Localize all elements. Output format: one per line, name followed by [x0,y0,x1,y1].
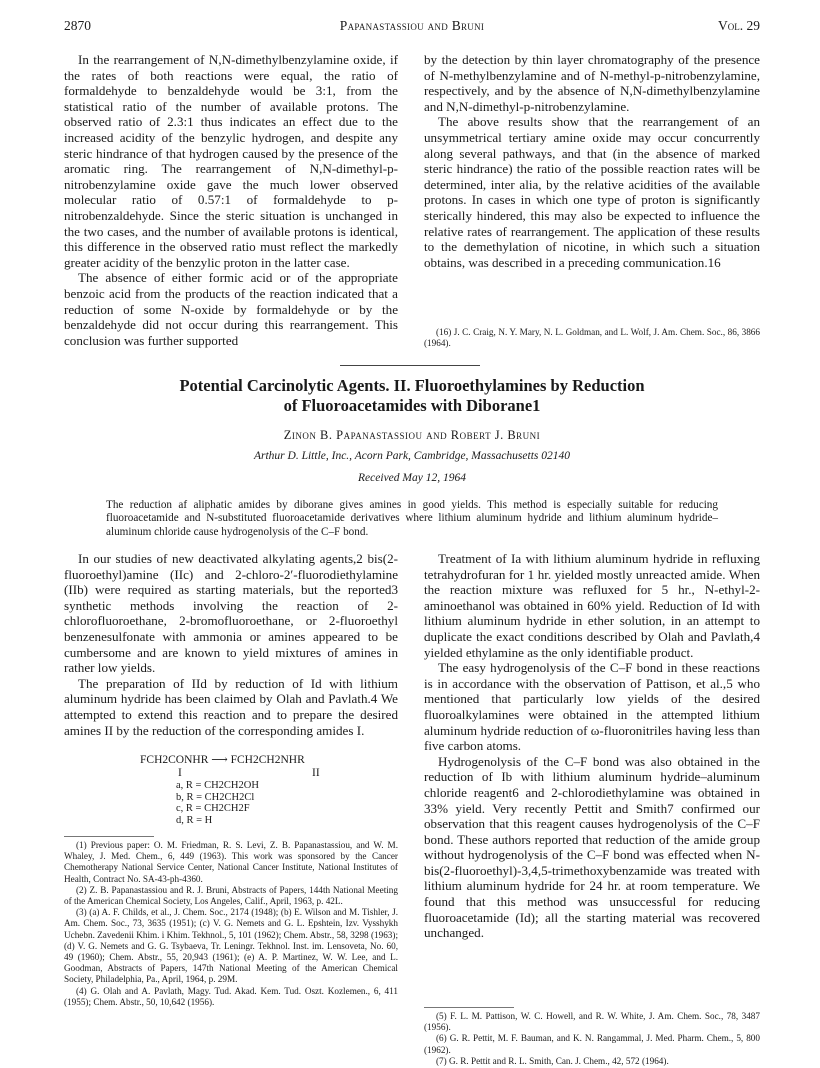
paragraph: The easy hydrogenolysis of the C–F bond in these reactions is in accordance with the observation of Pattison, et al.,5 who mentioned that particularly low yields of the desired fluoroalkylamines were obtained in the attempted lithium aluminum hydride reduction of ω-fluoronitriles having less than five carbon atoms. [424,660,760,754]
body-left-footnotes [64,840,398,1008]
footnote: (7) G. R. Pettit and R. L. Smith, Can. J. Chem., 42, 572 (1964). [436,1055,669,1066]
article-title [64,376,760,416]
footnote: (4) G. Olah and A. Pavlath, Magy. Tud. Akad. Kem. Tud. Oszt. Kozlemen., 6, 411 (1955); Chem. Abstr., 50, 10,642 (1956). [64,985,398,1007]
received-date: Received May 12, 1964 [358,472,466,484]
footnote-16: (16) J. C. Craig, N. Y. Mary, N. L. Goldman, and L. Wolf, J. Am. Chem. Soc., 86, 3866 (1964). [424,327,760,349]
title-line-2: of Fluoroacetamides with Diborane1 [283,396,541,415]
footnote: (6) G. R. Pettit, M. F. Bauman, and K. N. Rangammal, J. Med. Pharm. Chem., 5, 800 (1962). [424,1033,760,1055]
body-right-footnotes [424,1011,760,1067]
section-divider [340,365,480,366]
paragraph: The preparation of IId by reduction of Id with lithium aluminum hydride has been claimed by Olah and Pavlath.4 We attempted to extend this reaction and to prepare the desired amines II by the reduction of the corresponding amides I. [64,675,398,738]
paragraph: In the rearrangement of N,N-dimethylbenzylamine oxide, if the rates of both reactions were equal, the ratio of formaldehyde to benzaldehyde would be 3:1, from the statistical ratio of the number of available protons. The observed ratio of 2.3:1 thus indicates an effect due to the increased acidity of the benzylic hydrogen, and despite any steric hindrance of that hydrogen caused by the presence of the aromatic ring. The rearrangement of N,N-dimethyl-p-nitrobenzylamine oxide gave the much lower observed molecular ratio of 0.57:1 of formaldehyde to p-nitrobenzaldehyde. Since the steric situation is unchanged in the two cases, and the number of available protons is identical, this difference in the observed ratio must reflect the markedly greater acidity of the benzylic proton in the latter case. [64,52,398,270]
footnote-rule [64,836,154,837]
footnote: (2) Z. B. Papanastassiou and R. J. Bruni, Abstracts of Papers, 144th National Meeting of the American Chemical Society, Los Angeles, Calif., April, 1963, p. 42L. [64,884,398,907]
running-header [64,18,760,38]
abstract: The reduction af aliphatic amides by diborane gives amines in good yields. This method is especially suitable for reducing fluoroacetamide and N-substituted fluoroacetamide derivatives where lithium aluminum hydride and lithium aluminum hydride–aluminum chloride cause hydrogenolysis of the C–F bond. [106,499,718,538]
volume-label: Vol. 29 [718,18,760,33]
scheme-row: b, R = CH2CH2Cl [176,791,255,803]
paragraph: Treatment of Ia with lithium aluminum hydride in refluxing tetrahydrofuran for 1 hr. yielded mostly unreacted amide. When the reaction mixture was refluxed for 5 hr., N-ethyl-2-aminoethanol was obtained in 60% yield. Reduction of Id with lithium aluminum hydride in ether solution, in an attempt to duplicate the exact conditions described by Olah and Pavlath,4 yielded ethylamine as the only identifiable product. [424,551,760,660]
scheme-row: d, R = H [176,814,213,826]
paragraph: The above results show that the rearrangement of an unsymmetrical tertiary amine oxide may occur concurrently along several pathways, and that (in the absence of marked steric hindrance) the ratio of the possible reaction rates will be determined, inter alia, by the relative acidities of the available protons. In cases in which one type of proton is significantly sterically hindered, this may also be expected to influence the relative rates of rearrangement. The application of these results to the demethylation of nicotine, in which such a situation obtains, was described in a preceding communication.16 [424,114,760,270]
page-number: 2870 [64,18,91,33]
title-line-1: Potential Carcinolytic Agents. II. Fluoroethylamines by Reduction [179,376,645,395]
top-right-footnote [424,327,760,349]
footnote: (1) Previous paper: O. M. Friedman, R. S. Levi, Z. B. Papanastassiou, and W. M. Whaley, J. Med. Chem., 6, 449 (1963). This work was sponsored by the Cancer Chemotherapy National Service Center, National Cancer Institute, National Institutes of Health, Contract No. SA-43-ph-4360. [64,840,398,884]
paragraph: Hydrogenolysis of the C–F bond was also obtained in the reduction of Ib with lithium aluminum hydride–aluminum chloride reagent6 and 2-chlorodiethylamine was obtained in 33% yield. Very recently Pettit and Smith7 confirmed our observation that this reagent causes hydrogenolysis of the C–F bond. These authors reported that reduction of the amide group without hydrogenolysis of the C–F bond was effected when N-bis(2-fluoroethyl)-3,4,5-trimethoxybenzamide was treated with lithium aluminum hydride for 24 hr. at room temperature. We found that this method was unsuccessful for reducing fluoroacetamide (Id); all the starting material was recovered unchanged. [424,753,760,941]
article-authors: Zinon B. Papanastassiou and Robert J. Bruni [283,428,541,442]
top-left-column [64,52,398,348]
label-i: I [178,767,182,779]
reaction-scheme [140,754,380,826]
paragraph: by the detection by thin layer chromatography of the presence of N-methylbenzylamine and of N-methyl-p-nitrobenzylamine, respectively, and by the absence of N,N-dimethylbenzylamine and N,N-dimethyl-p-nitrobenzylamine. [424,52,760,114]
body-right-column [424,551,760,941]
footnote: (3) (a) A. F. Childs, et al., J. Chem. Soc., 2174 (1948); (b) E. Wilson and M. Tishler, J. Am. Chem. Soc., 73, 3635 (1951); (c) V. G. Nemets and G. L. Epshtein, Izv. Vysshykh Uchebn. Zavedenii Khim. i Khim. Tekhnol., 5, 101 (1962); Chem. Abstr., 58, 3298 (1963); (d) V. G. Nemets and G. G. Tsybaeva, Tr. Leningr. Tekhnol. Inst. im. Lensoveta, No. 60, 49 (1960); Chem. Abstr., 55, 20,943 (1961); (e) A. P. Martinez, W. W. Lee, and L. Goodman, Abstracts of Papers, 147th National Meeting of the American Chemical Society, Philadelphia, Pa., April, 1964, p. 29M. [64,907,398,985]
article-affiliation: Arthur D. Little, Inc., Acorn Park, Cambridge, Massachusetts 02140 [253,450,571,462]
paragraph: In our studies of new deactivated alkylating agents,2 bis(2-fluoroethyl)amine (IIc) and 2-chloro-2′-fluorodiethylamine (IIb) were required as starting materials, but the reported3 synthetic methods involving the reaction of 2-chlorofluoroethane, 2-bromofluoroethane, or 2-fluoroethyl benzenesulfonate with ammonia or amines appeared to be cumbersome and are known to yield mixtures of amines in rather low yields. [64,551,398,676]
running-title: Papanastassiou and Bruni [339,18,485,33]
label-ii: II [312,767,320,779]
paragraph: The absence of either formic acid or of the appropriate benzoic acid from the products of the reaction indicated that a reduction of some N-oxide by formaldehyde or by the benzaldehyde did not occur during this rearrangement. This conclusion was further supported [64,270,398,348]
scheme-row: c, R = CH2CH2F [176,803,250,814]
footnote-rule [424,1007,514,1008]
reaction-equation: FCH2CONHR ⟶ FCH2CH2NHR [140,754,305,766]
body-left-column [64,551,398,738]
footnote: (5) F. L. M. Pattison, W. C. Howell, and R. W. White, J. Am. Chem. Soc., 78, 3487 (1956). [424,1011,760,1033]
scheme-row: a, R = CH2CH2OH [176,780,259,791]
top-right-column [424,52,760,270]
